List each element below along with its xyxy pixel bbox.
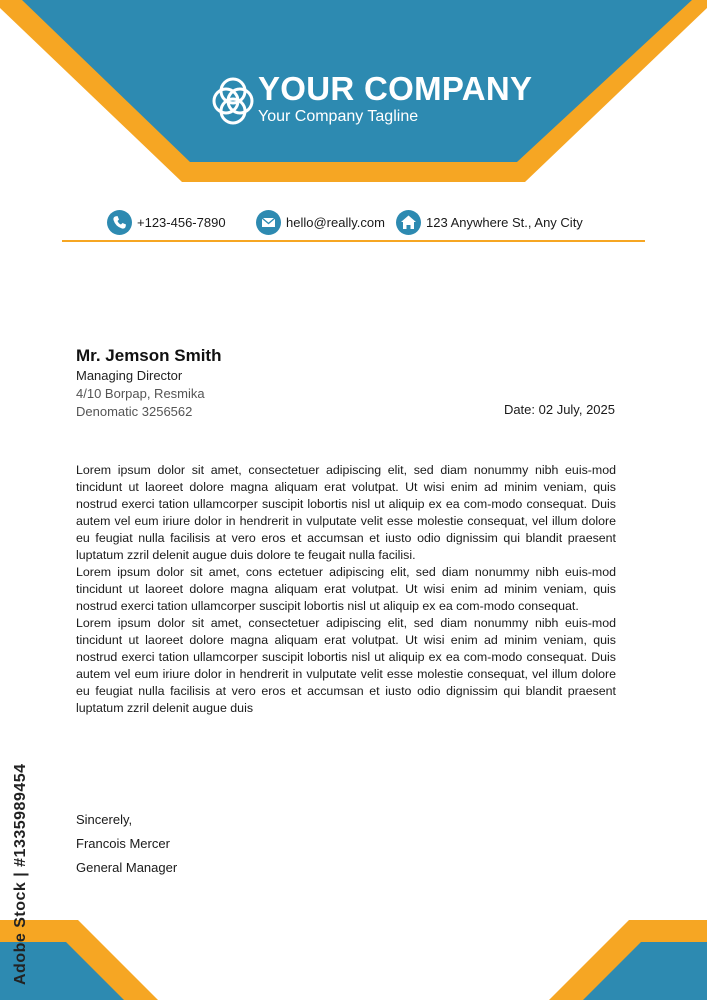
contact-bar <box>0 208 707 238</box>
phone-icon <box>107 210 132 235</box>
contact-address <box>396 208 583 236</box>
header-divider <box>62 240 645 242</box>
recipient-name: Mr. Jemson Smith <box>76 346 222 365</box>
signer-name: Francois Mercer <box>76 836 170 851</box>
email-address[interactable]: hello@really.com <box>286 214 385 230</box>
street-address: 123 Anywhere St., Any City <box>426 214 583 230</box>
home-icon <box>396 210 421 235</box>
recipient-title: Managing Director <box>76 368 183 383</box>
letter-date: Date: 02 July, 2025 <box>503 402 615 417</box>
mail-icon <box>256 210 281 235</box>
body-paragraph: Lorem ipsum dolor sit amet, consectetuer adipiscing elit, sed diam nonummy nibh euis-mod tincidunt ut laoreet dolore magna aliquam erat volutpat. Ut wisi enim ad minim veniam, quis nostrud exerci tation ullamcorper suscipit lobortis nisl ut aliquip ex ea com-modo consequat. Duis autem vel eum iriure dolor in hendrerit in vulputate velit esse molestie consequat, vel illum dolore eu feugiat nulla facilisis at vero eros et accumsan et iusto odio dignissim qui blandit praesent luptatum zzril delenit augue duis dolore te feugait nulla facilisi. <box>76 463 616 562</box>
stock-id-label: Adobe Stock | #1335989454 <box>12 763 29 985</box>
body-paragraph: Lorem ipsum dolor sit amet, consectetuer adipiscing elit, sed diam nonummy nibh euis-mod tincidunt ut laoreet dolore magna aliquam erat volutpat. Ut wisi enim ad minim veniam, quis nostrud exerci tation ullamcorper suscipit lobortis nisl ut aliquip ex ea com-modo consequat. Duis autem vel eum iriure dolor in hendrerit in vulputate velit esse molestie consequat, vel illum dolore eu feugiat nulla facilisis at vero eros et accumsan et iusto odio dignissim qui blandit praesent luptatum zzril delenit augue duis <box>76 616 616 715</box>
closing-block <box>76 808 177 880</box>
closing-salutation: Sincerely, <box>76 812 133 827</box>
letter-body <box>76 462 616 717</box>
contact-phone <box>107 208 226 236</box>
phone-number[interactable]: +123-456-7890 <box>137 214 226 230</box>
signer-title: General Manager <box>76 860 178 875</box>
company-brand <box>212 70 532 128</box>
recipient-block <box>76 345 221 421</box>
interlocking-rings-logo-icon <box>212 73 254 125</box>
body-paragraph: Lorem ipsum dolor sit amet, cons ectetuer adipiscing elit, sed diam nonummy nibh euis-mod tincidunt ut laoreet dolore magna aliquam erat volutpat. Ut wisi enim ad minim veniam, quis nostrud exerci tation ullamcorper suscipit lobortis nisl ut aliquip ex ea com-modo consequat. <box>76 565 616 613</box>
recipient-address-line2: Denomatic 3256562 <box>76 404 193 419</box>
recipient-address-line1: 4/10 Borpap, Resmika <box>76 386 205 401</box>
contact-email <box>256 208 385 236</box>
company-name: YOUR COMPANY <box>258 70 533 107</box>
company-tagline: Your Company Tagline <box>258 108 419 125</box>
